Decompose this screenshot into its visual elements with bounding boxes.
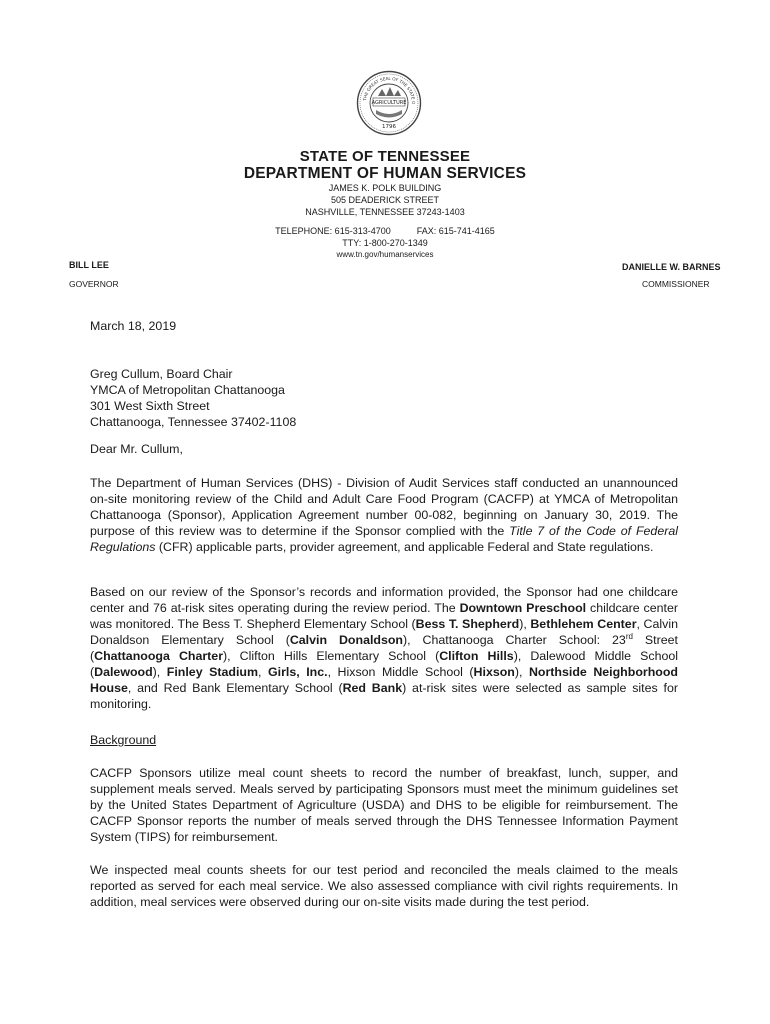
address-line-3: NASHVILLE, TENNESSEE 37243-1403 — [305, 207, 465, 217]
telephone: TELEPHONE: 615-313-4700 — [275, 226, 391, 236]
recipient-address — [90, 366, 678, 430]
governor-name: BILL LEE — [69, 260, 109, 270]
governor-title: GOVERNOR — [69, 279, 119, 289]
paragraph-sites: Based on our review of the Sponsor’s records and information provided, the Sponsor had one childcare center and 76 at-risk sites operating during the review period. The Downtown Preschool childcare center was monitored. The Bess T. Shepherd Elementary School (Bess T. Shepherd), Bethlehem Center, Calvin Donaldson Elementary School (Calvin Donaldson), Chattanooga Charter School: 23rd Street (Chattanooga Charter), Clifton Hills Elementary School (Clifton Hills), Dalewood Middle School (Dalewood), Finley Stadium, Girls, Inc., Hixson Middle School (Hixson), Northside Neighborhood House, and Red Bank Elementary School (Red Bank) at-risk sites were selected as sample sites for monitoring. — [90, 585, 678, 711]
seal-top-text: THE GREAT SEAL OF THE STATE O — [362, 75, 417, 105]
letter-date: March 18, 2019 — [90, 319, 177, 333]
tty: TTY: 1-800-270-1349 — [342, 238, 428, 248]
contact-phone-fax — [0, 226, 770, 237]
address-line-2: 505 DEADERICK STREET — [330, 195, 440, 205]
website: www.tn.gov/humanservices — [336, 250, 434, 259]
recipient-line: Chattanooga, Tennessee 37402-1108 — [90, 415, 297, 429]
seal-center-text: AGRICULTURE — [371, 100, 407, 106]
paragraph-intro: The Department of Human Services (DHS) - Division of Audit Services staff conducted an unannounced on-site monitoring review of the Child and Adult Care Food Program (CACFP) at YMCA of Metropolitan Chattanooga (Sponsor), Application Agreement number 00-082, beginning on January 30, 2019. The purpose of this review was to determine if the Sponsor complied with the Title 7 of the Code of Federal Regulations (CFR) applicable parts, provider agreement, and applicable Federal and State regulations. — [90, 476, 678, 554]
paragraph-inspection: We inspected meal counts sheets for our test period and reconciled the meals claimed to the meals reported as served for each meal service. We also assessed compliance with civil rights requirements. In addition, meal services were observed during our on-site visits made during the test period. — [90, 863, 678, 909]
cfr-title: Title 7 of the Code of Federal Regulations — [90, 524, 678, 554]
state-seal-icon — [356, 70, 422, 136]
salutation: Dear Mr. Cullum, — [90, 442, 183, 456]
seal-year: 1796 — [382, 124, 396, 130]
recipient-line: YMCA of Metropolitan Chattanooga — [90, 383, 285, 397]
recipient-line: 301 West Sixth Street — [90, 399, 210, 413]
recipient-line: Greg Cullum, Board Chair — [90, 367, 233, 381]
commissioner-title: COMMISSIONER — [642, 279, 710, 289]
commissioner-name: DANIELLE W. BARNES — [622, 262, 721, 272]
fax: FAX: 615-741-4165 — [416, 226, 495, 236]
state-title: STATE OF TENNESSEE — [299, 148, 471, 165]
department-title: DEPARTMENT OF HUMAN SERVICES — [243, 165, 527, 182]
paragraph-background: CACFP Sponsors utilize meal count sheets to record the number of breakfast, lunch, supper, and supplement meals served. Meals served by participating Sponsors must meet the minimum guidelines set by the United States Department of Agriculture (USDA) and DHS to be eligible for reimbursement. The CACFP Sponsor reports the number of meals served through the DHS Tennessee Information Payment System (TIPS) for reimbursement. — [90, 766, 678, 844]
background-heading: Background — [90, 733, 157, 747]
address-line-1: JAMES K. POLK BUILDING — [328, 183, 442, 193]
